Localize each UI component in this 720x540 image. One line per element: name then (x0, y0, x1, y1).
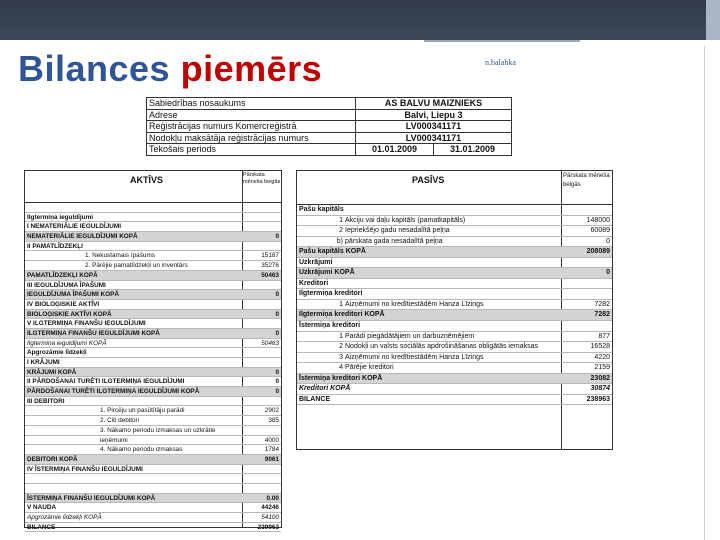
liabilities-row (297, 258, 612, 269)
liabilities-header (297, 171, 612, 205)
liabilities-row-number: 3 (339, 353, 343, 361)
liabilities-row-label: Īstermiņa kreditori KOPĀ (299, 374, 383, 382)
assets-row (25, 281, 281, 291)
assets-row-label: DEBITORI KOPĀ (27, 455, 78, 463)
assets-row (25, 290, 281, 300)
liabilities-row-label: Kreditori KOPĀ (299, 385, 351, 393)
assets-row-value: 44246 (261, 504, 279, 512)
assets-row-label: I KRĀJUMI (27, 359, 60, 366)
assets-row-label: V ILGTERMIŅA FINANŠU IEGULDĪJUMI (27, 320, 146, 328)
assets-header (25, 171, 281, 203)
liabilities-row-label: Aizņēmumi no kredītiestādēm Hanza Līzings (345, 353, 484, 361)
assets-row (25, 465, 281, 475)
assets-row (25, 300, 281, 310)
liabilities-row (297, 342, 612, 353)
liabilities-row (297, 279, 612, 290)
assets-row-label: Apgrozāmie līdzekļi KOPĀ (27, 514, 102, 521)
liabilities-row-value: 30874 (590, 385, 610, 393)
assets-row-label: ieņēmumi (100, 436, 128, 444)
assets-row-value: 54100 (261, 514, 279, 521)
liabilities-title: PASĪVS (412, 175, 445, 185)
assets-row-label: BIOLOĢISKIE AKTĪVI KOPĀ (27, 310, 112, 318)
liabilities-row (297, 247, 612, 258)
assets-row-value: 0.00 (266, 494, 279, 502)
header-value: AS BALVU MAIZNIEKS (356, 98, 512, 110)
liabilities-row-number: 1 (339, 300, 343, 308)
assets-row-value: 2902 (264, 407, 279, 415)
assets-row-value: 15187 (261, 252, 279, 260)
header-label: Sabiedrības nosaukums (147, 98, 356, 110)
liabilities-row-value: 877 (598, 332, 610, 340)
liabilities-row-number: 2 (339, 227, 343, 235)
liabilities-row-value: 16528 (590, 343, 610, 351)
liabilities-row-label: Aizņēmumi no kredītiestādēm Hanza Līzings (345, 300, 484, 308)
liabilities-row-label: pārskata gada nesadalītā peļņa (345, 237, 443, 245)
assets-row-label: KRĀJUMI KOPĀ (27, 368, 77, 376)
liabilities-row (297, 300, 612, 311)
header-row (147, 109, 512, 121)
liabilities-row-label: Pašu kapitāls KOPĀ (299, 248, 366, 256)
assets-row-value: 50463 (261, 271, 279, 279)
assets-row (25, 348, 281, 358)
title-word-2: piemērs (180, 48, 323, 89)
assets-row-value: 1784 (264, 446, 279, 454)
liabilities-row (297, 289, 612, 300)
liabilities-row-label: Īstermiņa kreditori (299, 322, 361, 330)
assets-row-value: 385 (268, 417, 279, 425)
assets-row-value: 9061 (264, 455, 279, 463)
liabilities-row (297, 237, 612, 248)
assets-row-label: IV ĪSTERMIŅA FINANŠU IEGULDĪJUMI (27, 465, 143, 473)
assets-row-value: 0 (275, 233, 279, 241)
liabilities-row (297, 216, 612, 227)
liabilities-row-value: 238963 (586, 395, 610, 403)
liabilities-row-label: Parādi piegādātājiem un darbuzņēmējiem (345, 332, 475, 340)
assets-row-label: III IEGULDĪJUMA ĪPAŠUMI (27, 281, 106, 289)
header-value: Balvi, Liepu 3 (356, 109, 512, 121)
company-header-table (146, 97, 512, 156)
liabilities-row (297, 332, 612, 343)
header-value: LV000341171 (356, 121, 512, 133)
assets-row (25, 251, 281, 261)
assets-row-label: NEMATERIĀLIE IEGULDĪJUMI KOPĀ (27, 233, 138, 241)
assets-row (25, 368, 281, 378)
top-banner (0, 0, 720, 40)
assets-title: AKTĪVS (130, 175, 164, 185)
assets-row-value: 50463 (261, 339, 279, 347)
assets-row-label: PĀRDOŠANAI TURĒTI ILGTERMIŅA IEGULDĪJUMI KOPĀ (27, 388, 200, 396)
assets-row-value: 239963 (257, 523, 279, 531)
liabilities-row-value: 23082 (590, 374, 610, 382)
assets-row (25, 494, 281, 504)
assets-column-header: Pārskata mēneša beigās (243, 172, 281, 185)
header-extra: 31.01.2009 (434, 144, 512, 156)
assets-row-label: Ilgtermiņa ieguldījumi (27, 213, 94, 221)
header-value: LV000341171 (356, 132, 512, 144)
header-row (147, 98, 512, 110)
assets-row (25, 406, 281, 416)
banner-notch (424, 40, 580, 46)
author-label: n.balabka (485, 58, 516, 67)
assets-row (25, 445, 281, 455)
assets-row-value: 35276 (261, 262, 279, 270)
liabilities-row (297, 321, 612, 332)
liabilities-row-value: 7282 (594, 311, 610, 319)
liabilities-table (296, 170, 613, 450)
header-label: Nodokļu maksātāja reģistrācijas numurs (147, 132, 356, 144)
liabilities-row (297, 384, 612, 395)
title-word-1: Bilances (18, 48, 171, 89)
assets-row (25, 484, 281, 494)
liabilities-row-value: 148000 (586, 216, 610, 224)
assets-row-label: 3. Nākamo periodu izmaksas un uzkrātie (100, 426, 216, 434)
assets-row (25, 242, 281, 252)
liabilities-row (297, 268, 612, 279)
assets-row (25, 222, 281, 232)
liabilities-row-value: 0 (606, 269, 610, 277)
assets-row-label: 2. Citi debitori (100, 417, 140, 425)
assets-row-label: 4. Nākamo periodu izmaksas (100, 446, 183, 454)
assets-row (25, 387, 281, 397)
assets-row (25, 203, 281, 213)
liabilities-row-label: Ilgtermiņa kreditori KOPĀ (299, 311, 385, 319)
liabilities-row-label: Pašu kapitāls (299, 206, 344, 213)
header-row (147, 132, 512, 144)
liabilities-row (297, 353, 612, 364)
assets-row-label: III DEBITORI (27, 397, 65, 405)
assets-row-label: ILGTERMIŅA FINANŠU IEGULDĪJUMI KOPĀ (27, 329, 160, 337)
assets-row (25, 358, 281, 368)
liabilities-row-number: 4 (339, 364, 343, 372)
assets-row (25, 513, 281, 523)
assets-row-value: 0 (275, 329, 279, 337)
header-label: Reģistrācijas numurs Komercreģistrā (147, 121, 356, 133)
liabilities-row-label: Pārējie kreditori (345, 364, 394, 372)
liabilities-row (297, 363, 612, 374)
assets-row (25, 319, 281, 329)
assets-row (25, 503, 281, 513)
assets-table (24, 170, 282, 531)
assets-row (25, 455, 281, 465)
header-row (147, 121, 512, 133)
assets-row-value: 0 (275, 378, 279, 386)
assets-row (25, 436, 281, 446)
liabilities-row-label: Nodokļi un valsts sociālās apdrošināšanas obligātās iemaksas (345, 343, 538, 351)
liabilities-row (297, 205, 612, 216)
liabilities-row-value: 208089 (586, 248, 610, 256)
assets-row-label: 1. Nekustamais īpašums (85, 252, 155, 260)
liabilities-row-label: Uzkrājumi (299, 258, 333, 266)
assets-row-label: I NEMATERIĀLIE IEGULDĪJUMI (27, 223, 121, 231)
assets-row (25, 329, 281, 339)
assets-row (25, 397, 281, 407)
assets-row-label: Ilgtermiņa ieguldījumi KOPĀ (27, 339, 107, 347)
right-divider (704, 46, 705, 540)
assets-row (25, 271, 281, 281)
assets-row-label: 2. Pārējie pamatlīdzekļi un inventārs (85, 262, 188, 270)
header-row (147, 144, 512, 156)
liabilities-row-label: Iepriekšējo gadu nesadalītā peļņa (345, 227, 450, 235)
assets-row-label: PAMATLĪDZEKĻI KOPĀ (27, 271, 98, 279)
assets-row (25, 310, 281, 320)
liabilities-row (297, 226, 612, 237)
assets-row (25, 261, 281, 271)
liabilities-row-value: 2159 (594, 364, 610, 372)
liabilities-row-value: 4220 (594, 353, 610, 361)
assets-row-value: 0 (275, 310, 279, 318)
liabilities-row-value: 60089 (590, 227, 610, 235)
liabilities-row-label: Kreditori (299, 279, 329, 287)
assets-row (25, 426, 281, 436)
assets-row-value: 4000 (264, 436, 279, 444)
liabilities-row (297, 374, 612, 385)
assets-row-label: V NAUDA (27, 504, 57, 512)
liabilities-row-label: Akciju vai daļu kapitāls (pamatkapitāls) (345, 216, 466, 224)
liabilities-row-number: b) (336, 237, 343, 245)
assets-row-label: IV BIOLOĢISKIE AKTĪVI (27, 300, 100, 308)
assets-row-value: 0 (275, 388, 279, 396)
liabilities-row-number: 1 (339, 216, 343, 224)
liabilities-row-label: Uzkrājumi KOPĀ (299, 269, 355, 277)
assets-row (25, 232, 281, 242)
liabilities-row-label: Ilgtermiņa kreditori (299, 290, 363, 298)
liabilities-row-value: 7282 (594, 300, 610, 308)
liabilities-row-number: 1 (339, 332, 343, 340)
assets-row (25, 523, 281, 533)
slide-title (18, 48, 322, 90)
assets-row-label: Apgrozāmie līdzekļi (27, 349, 87, 357)
assets-row-label: ĪSTERMIŅA FINANŠU IEGULDĪJUMI KOPĀ (27, 494, 156, 502)
banner-tab (706, 0, 720, 40)
assets-row-value: 0 (275, 291, 279, 299)
assets-row (25, 474, 281, 484)
header-value: 01.01.2009 (356, 144, 434, 156)
liabilities-row-label: BILANCE (299, 395, 331, 403)
header-label: Adrese (147, 109, 356, 121)
liabilities-column-header: Pārskata mēneša beigās (563, 173, 610, 188)
assets-row (25, 416, 281, 426)
header-label: Tekošais periods (147, 144, 356, 156)
assets-row-label: 1. Pircēju un pasūtītāju parādi (100, 407, 185, 415)
liabilities-row (297, 395, 612, 406)
assets-row-value: 0 (275, 368, 279, 376)
assets-row (25, 377, 281, 387)
assets-row-label: IEGULDĪJUMA ĪPAŠUMI KOPĀ (27, 291, 119, 299)
assets-row (25, 213, 281, 223)
liabilities-row-number: 2 (339, 343, 343, 351)
liabilities-row-value: 0 (606, 237, 610, 245)
assets-row-label: II PĀRDOŠANAI TURĒTI ILGTERMIŅA IEGULDĪJUMI (27, 378, 185, 386)
assets-row-label: BILANCE (27, 523, 56, 531)
assets-row (25, 339, 281, 349)
liabilities-row (297, 310, 612, 321)
assets-row-label: II PAMATLĪDZEKĻI (27, 242, 83, 250)
